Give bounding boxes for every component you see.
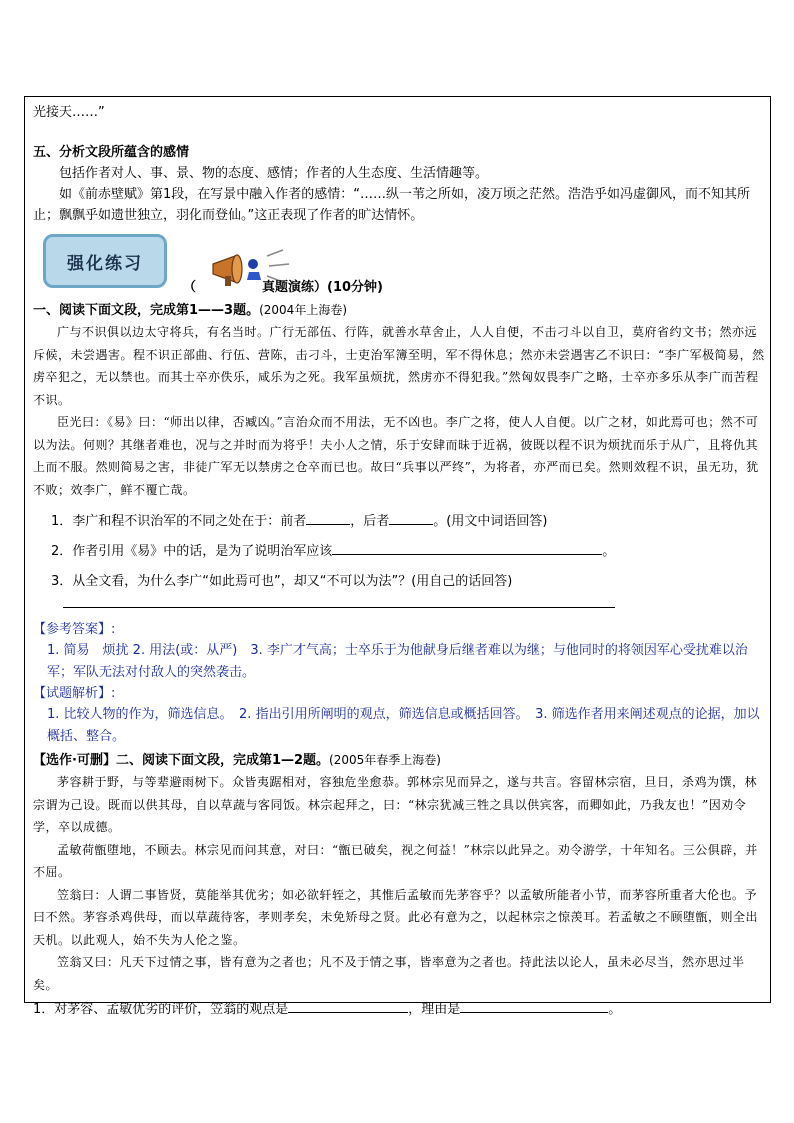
page-frame bbox=[24, 96, 771, 1017]
p2-q1-text-end: 。 bbox=[608, 1002, 622, 1017]
part-2-source: (2005年春季上海卷) bbox=[329, 753, 441, 767]
part-1-question-2 bbox=[33, 537, 765, 567]
part-2-passage-3: 笠翁曰：人谓二事皆贤，莫能举其优劣；如必欲轩轾之，其惟后孟敏而先茅容乎？以孟敏所能者小节，而茅容所重者大伦也。予曰不然。茅容杀鸡供母，而以草蔬待客，孝则孝矣，未免矫母之贤。此必有意为之，以起林宗之惊羡耳。若孟敏之不顾堕甑，则全出天机。以此观人，始不失为人伦之鉴。 bbox=[33, 887, 759, 947]
q2-text-end: 。 bbox=[602, 544, 616, 559]
q1-text: 1．李广和程不识治军的不同之处在于：前者 bbox=[51, 514, 307, 529]
part-2-passage-4: 笠翁又曰：凡天下过情之事，皆有意为之者也；凡不及于情之事，皆率意为之者也。持此法以论人，虽未必尽当，然亦思过半矣。 bbox=[33, 955, 745, 992]
practice-header bbox=[33, 234, 765, 298]
section-5-title: 五、分析文段所蕴含的感情 bbox=[33, 145, 190, 160]
q1-text-end: 。(用文中词语回答) bbox=[433, 514, 548, 529]
analysis-title: 【试题解析】: bbox=[33, 686, 116, 701]
part-2-question-1 bbox=[33, 996, 765, 1024]
p2-q1-blank-1[interactable] bbox=[288, 999, 408, 1013]
analysis-text: 1. 比较人物的作为，筛选信息。 2. 指出引用所阐明的观点，筛选信息或概括回答。 3. 筛选作者用来阐述观点的论据，加以概括、整合。 bbox=[47, 707, 760, 744]
q2-blank[interactable] bbox=[332, 541, 602, 555]
p2-q1-text: 1．对茅容、孟敏优劣的评价，笠翁的观点是 bbox=[33, 1002, 289, 1017]
q1-blank-1[interactable] bbox=[306, 511, 350, 525]
q2-text: 2．作者引用《易》中的话，是为了说明治军应该 bbox=[51, 544, 333, 559]
part-1-source: (2004年上海卷) bbox=[259, 303, 347, 317]
content bbox=[33, 103, 765, 1024]
section-5-paragraph-1: 包括作者对人、事、景、物的态度、感情；作者的人生态度、生活情趣等。 bbox=[59, 166, 489, 181]
part-2-title: 二、阅读下面文段，完成第1—2题。 bbox=[115, 753, 330, 768]
part-2-title-prefix: 【选作·可删】 bbox=[33, 753, 116, 768]
part-2-passage-1: 茅容耕于野，与等辈避雨树下。众皆夷踞相对，容独危坐愈恭。郭林宗见而异之，遂与共言。容留林宗宿，旦日，杀鸡为馔，林宗谓为己设。既而以供其母，自以草蔬与客同饭。林宗起拜之，曰：“林宗犹减三牲之具以供宾客，而卿如此，乃我友也！”因劝令学，卒以成德。 bbox=[33, 775, 758, 834]
practice-title-open: （ bbox=[183, 280, 197, 295]
practice-box-label: 强化练习 bbox=[67, 253, 143, 274]
part-2-title-line bbox=[33, 750, 765, 771]
part-1-question-1 bbox=[33, 507, 765, 537]
p2-q1-blank-2[interactable] bbox=[460, 999, 608, 1013]
section-5-paragraph-2: 如《前赤壁赋》第1段，在写景中融入作者的感情：“……纵一苇之所如，凌万顷之茫然。浩浩乎如冯虚御风，而不知其所止；飘飘乎如遗世独立，羽化而登仙。”这正表现了作者的旷达情怀。 bbox=[33, 187, 751, 223]
part-1-question-3: 3．从全文看，为什么李广“如此焉可也”，却又“不可以为法”？(用自己的话回答) bbox=[51, 574, 513, 589]
q3-answer-line[interactable] bbox=[63, 607, 615, 608]
part-1-title-line bbox=[33, 300, 765, 321]
part-1-passage-2: 臣光曰：《易》曰：“师出以律，否臧凶。”言治众而不用法，无不凶也。李广之将，使人人自便。以广之材，如此焉可也；然不可以为法。何则？其继者难也，况与之并时而为将乎！夫小人之情，乐于安肆而昧于近祸，彼既以程不识为烦扰而乐于从广，且将仇其上而不服。然则简易之害，非徒广军无以禁虏之仓卒而已也。故曰“兵事以严终”，为将者，亦严而已矣。然则效程不识，虽无功，犹不败；效李广，鲜不覆亡哉。 bbox=[33, 415, 759, 497]
practice-box bbox=[43, 234, 167, 288]
part-2-passage-2: 孟敏荷甑堕地，不顾去。林宗见而问其意，对曰：“甑已破矣，视之何益！”林宗以此异之。劝令游学，十年知名。三公俱辟，并不屈。 bbox=[33, 842, 758, 879]
p2-q1-text-mid: ，理由是 bbox=[408, 1002, 461, 1017]
q1-text-mid: ，后者 bbox=[350, 514, 390, 529]
answers-text: 1. 简易 烦扰 2. 用法(或：从严) 3. 李广才气高；士卒乐于为他献身后继者难以为继；与他同时的将领因军心受扰难以治军；军队无法对付敌人的突然袭击。 bbox=[47, 643, 748, 680]
practice-title bbox=[183, 276, 383, 295]
continued-text: 光接天……” bbox=[33, 105, 105, 120]
practice-title-text: 真题演练）(10分钟) bbox=[262, 280, 383, 295]
part-1-title: 一、阅读下面文段，完成第1——3题。 bbox=[33, 303, 260, 318]
q1-blank-2[interactable] bbox=[389, 511, 433, 525]
answers-title: 【参考答案】: bbox=[33, 622, 116, 637]
part-1-passage-1: 广与不识俱以边太守将兵，有名当时。广行无部伍、行阵，就善水草舍止，人人自便，不击刁斗以自卫，莫府省约文书；然亦远斥候，未尝遇害。程不识正部曲、行伍、营陈，击刁斗，士吏治军簿至明，军不得休息；然亦未尝遇害乙不识曰：“李广军极简易，然虏卒犯之，无以禁也。而其士卒亦佚乐，咸乐为之死。我军虽烦扰，然虏亦不得犯我。”然匈奴畏李广之略，士卒亦多乐从李广而苦程不识。 bbox=[33, 325, 765, 407]
